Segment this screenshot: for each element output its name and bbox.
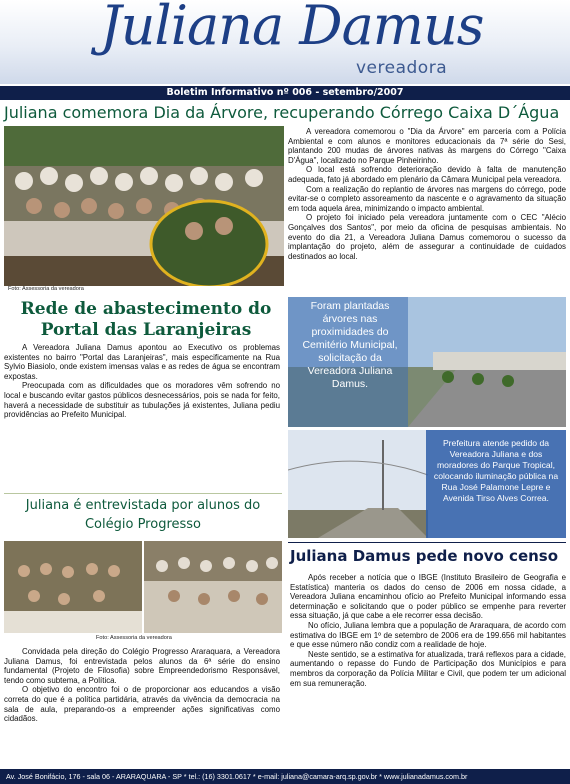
paragraph: O local está sofrendo deterioração devido à falta de manutenção adequada, fato já abordado em plenário da Câmara Municipal pela vereadora. [288, 165, 566, 184]
photo-cemetery-trees [288, 297, 566, 427]
paragraph: A vereadora comemorou o "Dia da Árvore" em parceria com a Polícia Ambiental e com alunos e monitores educacionais da 7ª série do Sesi, plantando 200 mudas de árvores nativas às margens do Córrego "Caixa D'Água", localizado no Parque Pinheirinho. [288, 127, 566, 165]
photo-credit-1: Foto: Assessoria da vereadora [8, 286, 84, 292]
class-photo-image-1 [4, 541, 142, 633]
paragraph: Após receber a notícia que o IBGE (Instituto Brasileiro de Geografia e Estatística) manteria os dados do censo de 2006 em nossa cidade, a Vereadora Juliana encaminhou ofício ao Prefeito Municipal informando essa determinação e solicitando que o poder público se empenhe para reverter essa situação, já que cabe a ele recorrer essa decisão. [290, 573, 566, 621]
article-census-headline: Juliana Damus pede novo censo [290, 547, 559, 565]
photo-school-class-2 [144, 541, 282, 633]
photo-caption-cemetery: Foram plantadas árvores nas proximidades do Cemitério Municipal, solicitação da Vereadora Juliana Damus. [302, 300, 398, 390]
paragraph: No ofício, Juliana lembra que a população de Araraquara, de acordo com estimativa do IBGE em 1º de setembro de 2006 era de 199.656 mil habitantes e que esse número não condiz com a realidade de hoje. [290, 620, 566, 650]
article-census-body [290, 573, 566, 688]
article-school-body [4, 647, 280, 724]
photo-credit-2: Foto: Assessoria da vereadora [96, 635, 172, 641]
paragraph: Preocupada com as dificuldades que os moradores vêm sofrendo no local e buscando evitar gastos públicos desnecessários, pois se nada for feito, haverá a necessidade de substituir as tubulações já existentes, Juliana pediu providências ao Prefeito Municipal. [4, 381, 280, 420]
newsletter-subtitle: vereadora [356, 58, 448, 78]
paragraph: Convidada pela direção do Colégio Progresso Araraquara, a Vereadora Juliana Damus, foi entrevistada pelos alunos da 6ª série do ensino fundamental (Projeto de Filosofia) sobre Empreendedorismo Responsável, tendo como subtema, a Política. [4, 647, 280, 685]
paragraph: O objetivo do encontro foi o de proporcionar aos educandos a visão correta do que é a política partidária, através da vivência da democracia na sala de aula, preparando-os a empreender ações significativas como cidadãos. [4, 685, 280, 724]
masthead [0, 0, 570, 84]
paragraph: O projeto foi iniciado pela vereadora juntamente com o CEC "Alécio Gonçalves dos Santos", por meio da oficina de pesquisas ambientais. No evento do dia 21, a Vereadora Juliana Damus comemorou o sucesso da implantação do projeto, além de assegurar a continuidade de cuidados destinados ao local. [288, 213, 566, 261]
photo-tree-planting [4, 126, 284, 286]
article-tree-day-body [288, 127, 566, 261]
bulletin-bar: Boletim Informativo nº 006 - setembro/2007 [0, 86, 570, 100]
class-photo-image-2 [144, 541, 282, 633]
paragraph: A Vereadora Juliana Damus apontou ao Executivo os problemas existentes no bairro "Portal das Laranjeiras", mais especificamente na Rua Sylvio Biasiolo, onde existem imensas valas e as redes de água se encontram expostas. [4, 343, 280, 381]
photo-school-class-1 [4, 541, 142, 633]
footer-contact: Av. José Bonifácio, 176 - sala 06 - ARARAQUARA - SP * tel.: (16) 3301.0617 * e-mail: juliana@camara-arq.sp.gov.br * www.julianadamus.com.br [0, 769, 570, 784]
article-school-headline: Juliana é entrevistada por alunos do Colégio Progresso [25, 498, 261, 532]
article-tree-day-headline: Juliana comemora Dia da Árvore, recuperando Córrego Caixa D´Água [4, 103, 560, 122]
census-headline-rule [288, 542, 566, 543]
paragraph: Com a realização do replantio de árvores nas margens do córrego, pode evitar-se o completo assoreamento da nascente e o agravamento da situação em toda aquela área, minimizando o impacto ambiental. [288, 184, 566, 213]
newsletter-title: Juliana Damus [100, 0, 484, 57]
photo-caption-lighting: Prefeitura atende pedido da Vereadora Juliana e dos moradores do Parque Tropical, colocando iluminação pública na Rua José Palamone Lepre e Avenida Tirso Alves Correa. [433, 438, 559, 503]
article-water-network-headline: Rede de abastecimento do Portal das Laranjeiras [20, 299, 272, 340]
photo-street-lighting [288, 430, 566, 538]
article-water-network-body [4, 343, 280, 420]
group-photo-image [4, 126, 284, 286]
paragraph: Neste sentido, se a estimativa for atualizada, trará reflexos para a cidade, aumentando o repasse do Fundo de Participação dos Municípios e para membros da corporação da Polícia Militar e Civil, que podem ter um adicional em sua remuneração. [290, 649, 566, 688]
